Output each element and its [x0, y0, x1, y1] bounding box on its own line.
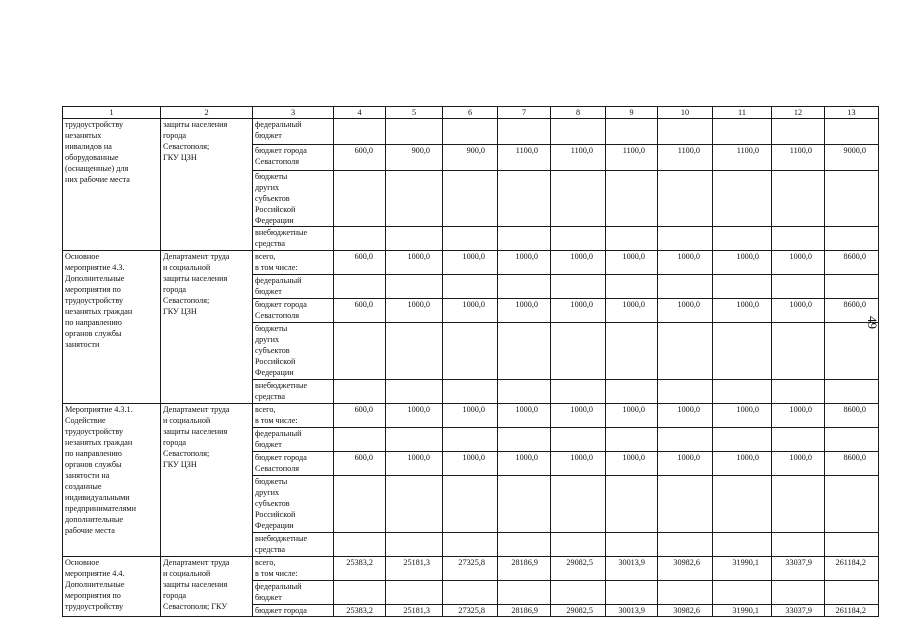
value-cell — [772, 533, 825, 557]
value-cell: 8600,0 — [825, 404, 879, 428]
value-cell — [334, 323, 386, 380]
value-cell — [825, 227, 879, 251]
funding-source-cell: федеральный бюджет — [253, 275, 334, 299]
value-cell: 1000,0 — [498, 299, 551, 323]
value-cell — [551, 581, 606, 605]
value-cell: 1000,0 — [606, 404, 658, 428]
value-cell — [772, 428, 825, 452]
value-cell — [658, 323, 713, 380]
funding-source-cell: всего, в том числе: — [253, 404, 334, 428]
header-cell: 10 — [658, 107, 713, 119]
funding-source-cell: бюджет города Севастополя — [253, 452, 334, 476]
value-cell — [498, 171, 551, 227]
value-cell — [334, 533, 386, 557]
executor-cell: защиты населения города Севастополя; ГКУ ЦЗН — [161, 119, 253, 251]
funding-source-cell: внебюджетные средства — [253, 227, 334, 251]
value-cell — [772, 323, 825, 380]
value-cell — [606, 581, 658, 605]
value-cell — [386, 323, 443, 380]
value-cell — [498, 476, 551, 533]
value-cell — [825, 428, 879, 452]
value-cell — [825, 119, 879, 145]
value-cell: 33037,9 — [772, 605, 825, 617]
table-row — [63, 251, 879, 275]
value-cell — [443, 581, 498, 605]
value-cell — [606, 171, 658, 227]
value-cell: 1100,0 — [772, 145, 825, 171]
table-row — [63, 119, 879, 145]
value-cell: 1100,0 — [551, 145, 606, 171]
value-cell — [443, 227, 498, 251]
value-cell — [386, 171, 443, 227]
value-cell: 1000,0 — [606, 251, 658, 275]
value-cell: 900,0 — [386, 145, 443, 171]
value-cell: 25181,3 — [386, 557, 443, 581]
value-cell — [713, 428, 772, 452]
value-cell — [551, 533, 606, 557]
value-cell: 600,0 — [334, 452, 386, 476]
value-cell: 30013,9 — [606, 605, 658, 617]
header-cell: 3 — [253, 107, 334, 119]
funding-source-cell: бюджет города Севастополя — [253, 145, 334, 171]
value-cell: 1000,0 — [386, 404, 443, 428]
value-cell: 30013,9 — [606, 557, 658, 581]
value-cell — [334, 476, 386, 533]
value-cell: 1000,0 — [551, 404, 606, 428]
value-cell: 261184,2 — [825, 557, 879, 581]
executor-cell: Департамент труда и социальной защиты населения города Севастополя; ГКУ ЦЗН — [161, 251, 253, 404]
value-cell — [606, 380, 658, 404]
value-cell — [658, 581, 713, 605]
funding-source-cell: всего, в том числе: — [253, 557, 334, 581]
value-cell — [498, 581, 551, 605]
value-cell — [551, 428, 606, 452]
value-cell — [334, 227, 386, 251]
value-cell: 27325,8 — [443, 605, 498, 617]
value-cell — [825, 171, 879, 227]
value-cell: 1000,0 — [498, 452, 551, 476]
value-cell — [498, 428, 551, 452]
value-cell — [606, 323, 658, 380]
value-cell — [443, 380, 498, 404]
value-cell — [443, 323, 498, 380]
value-cell: 1000,0 — [443, 404, 498, 428]
value-cell — [713, 533, 772, 557]
value-cell — [551, 380, 606, 404]
value-cell: 28186,9 — [498, 557, 551, 581]
value-cell: 1000,0 — [551, 251, 606, 275]
executor-cell: Департамент труда и социальной защиты населения города Севастополя; ГКУ ЦЗН — [161, 404, 253, 557]
value-cell: 1000,0 — [606, 299, 658, 323]
value-cell — [334, 275, 386, 299]
value-cell — [334, 428, 386, 452]
value-cell — [658, 428, 713, 452]
value-cell — [443, 476, 498, 533]
funding-source-cell: бюджеты других субъектов Российской Федерации — [253, 476, 334, 533]
value-cell — [334, 380, 386, 404]
value-cell: 30982,6 — [658, 605, 713, 617]
value-cell: 1000,0 — [551, 452, 606, 476]
value-cell: 1000,0 — [658, 404, 713, 428]
value-cell — [825, 533, 879, 557]
value-cell — [825, 380, 879, 404]
funding-source-cell: бюджеты других субъектов Российской Федерации — [253, 323, 334, 380]
value-cell — [658, 227, 713, 251]
value-cell: 30982,6 — [658, 557, 713, 581]
table-row — [63, 404, 879, 428]
value-cell: 1100,0 — [606, 145, 658, 171]
value-cell — [498, 380, 551, 404]
value-cell — [772, 581, 825, 605]
header-cell: 7 — [498, 107, 551, 119]
value-cell — [334, 171, 386, 227]
value-cell: 1000,0 — [386, 251, 443, 275]
value-cell: 1000,0 — [713, 251, 772, 275]
value-cell — [825, 323, 879, 380]
value-cell: 1000,0 — [713, 299, 772, 323]
value-cell — [825, 275, 879, 299]
executor-cell: Департамент труда и социальной защиты населения города Севастополя; ГКУ — [161, 557, 253, 617]
value-cell: 1000,0 — [713, 404, 772, 428]
header-cell: 5 — [386, 107, 443, 119]
funding-source-cell: внебюджетные средства — [253, 533, 334, 557]
value-cell: 1000,0 — [443, 452, 498, 476]
value-cell — [772, 380, 825, 404]
value-cell — [498, 119, 551, 145]
value-cell — [386, 380, 443, 404]
value-cell: 600,0 — [334, 145, 386, 171]
page-number: 49 — [865, 316, 880, 329]
value-cell: 1000,0 — [498, 404, 551, 428]
value-cell — [551, 227, 606, 251]
funding-source-cell: бюджет города Севастополя — [253, 299, 334, 323]
value-cell: 27325,8 — [443, 557, 498, 581]
value-cell: 1000,0 — [713, 452, 772, 476]
value-cell: 31990,1 — [713, 605, 772, 617]
value-cell: 29082,5 — [551, 557, 606, 581]
value-cell — [443, 275, 498, 299]
value-cell: 8600,0 — [825, 452, 879, 476]
value-cell — [386, 119, 443, 145]
value-cell — [772, 476, 825, 533]
value-cell: 1100,0 — [658, 145, 713, 171]
funding-source-cell: внебюджетные средства — [253, 380, 334, 404]
value-cell — [443, 533, 498, 557]
value-cell: 8600,0 — [825, 251, 879, 275]
value-cell: 1000,0 — [772, 299, 825, 323]
value-cell — [551, 476, 606, 533]
value-cell: 1100,0 — [498, 145, 551, 171]
value-cell: 1000,0 — [658, 452, 713, 476]
value-cell — [713, 227, 772, 251]
header-cell: 13 — [825, 107, 879, 119]
value-cell — [606, 533, 658, 557]
value-cell: 600,0 — [334, 299, 386, 323]
value-cell — [606, 119, 658, 145]
value-cell — [498, 275, 551, 299]
value-cell — [334, 581, 386, 605]
funding-table — [62, 106, 879, 617]
value-cell: 1000,0 — [772, 452, 825, 476]
value-cell — [606, 428, 658, 452]
value-cell: 25383,2 — [334, 605, 386, 617]
value-cell — [772, 275, 825, 299]
funding-source-cell: федеральный бюджет — [253, 581, 334, 605]
value-cell — [443, 171, 498, 227]
value-cell — [551, 119, 606, 145]
value-cell — [606, 476, 658, 533]
value-cell: 600,0 — [334, 251, 386, 275]
header-cell: 11 — [713, 107, 772, 119]
value-cell: 261184,2 — [825, 605, 879, 617]
value-cell — [713, 323, 772, 380]
value-cell — [386, 428, 443, 452]
value-cell — [658, 275, 713, 299]
value-cell: 1000,0 — [443, 299, 498, 323]
value-cell — [551, 171, 606, 227]
value-cell — [334, 119, 386, 145]
funding-source-cell: федеральный бюджет — [253, 119, 334, 145]
header-cell: 4 — [334, 107, 386, 119]
header-cell: 6 — [443, 107, 498, 119]
value-cell — [825, 476, 879, 533]
value-cell — [498, 227, 551, 251]
value-cell — [606, 227, 658, 251]
value-cell: 9000,0 — [825, 145, 879, 171]
value-cell — [386, 533, 443, 557]
value-cell — [772, 171, 825, 227]
value-cell — [386, 227, 443, 251]
value-cell: 1000,0 — [658, 299, 713, 323]
header-cell: 9 — [606, 107, 658, 119]
value-cell — [713, 171, 772, 227]
activity-name-cell: Мероприятие 4.3.1. Содействие трудоустройству незанятых граждан по направлению органов службы занятости на созданные индивидуальными предпринимателями дополнительные рабочие места — [63, 404, 161, 557]
funding-source-cell: бюджеты других субъектов Российской Федерации — [253, 171, 334, 227]
value-cell: 25383,2 — [334, 557, 386, 581]
table-row — [63, 557, 879, 581]
value-cell — [772, 119, 825, 145]
value-cell — [713, 581, 772, 605]
value-cell — [825, 581, 879, 605]
value-cell — [498, 533, 551, 557]
value-cell: 1000,0 — [551, 299, 606, 323]
table-body — [63, 107, 879, 617]
value-cell: 8600,0 — [825, 299, 879, 323]
value-cell — [658, 380, 713, 404]
value-cell — [551, 275, 606, 299]
value-cell: 1000,0 — [606, 452, 658, 476]
activity-name-cell: Основное мероприятие 4.3. Дополнительные мероприятия по трудоустройству незанятых граждан по направлению органов службы занятости — [63, 251, 161, 404]
funding-source-cell: всего, в том числе: — [253, 251, 334, 275]
funding-source-cell: бюджет города — [253, 605, 334, 617]
value-cell — [443, 428, 498, 452]
value-cell: 1000,0 — [772, 251, 825, 275]
value-cell — [713, 476, 772, 533]
value-cell: 900,0 — [443, 145, 498, 171]
value-cell: 25181,3 — [386, 605, 443, 617]
value-cell: 1000,0 — [498, 251, 551, 275]
value-cell: 31990,1 — [713, 557, 772, 581]
header-row — [63, 107, 879, 119]
value-cell: 1000,0 — [658, 251, 713, 275]
activity-name-cell: трудоустройству незанятых инвалидов на оборудованные (оснащенные) для них рабочие места — [63, 119, 161, 251]
value-cell — [658, 533, 713, 557]
value-cell — [386, 275, 443, 299]
value-cell: 1000,0 — [386, 299, 443, 323]
header-cell: 1 — [63, 107, 161, 119]
header-cell: 8 — [551, 107, 606, 119]
value-cell — [772, 227, 825, 251]
value-cell: 1000,0 — [386, 452, 443, 476]
activity-name-cell: Основное мероприятие 4.4. Дополнительные мероприятия по трудоустройству — [63, 557, 161, 617]
value-cell — [498, 323, 551, 380]
value-cell: 33037,9 — [772, 557, 825, 581]
value-cell — [386, 581, 443, 605]
value-cell — [713, 275, 772, 299]
value-cell — [658, 119, 713, 145]
value-cell — [386, 476, 443, 533]
value-cell — [713, 119, 772, 145]
value-cell — [606, 275, 658, 299]
value-cell: 1000,0 — [443, 251, 498, 275]
value-cell — [658, 171, 713, 227]
value-cell: 600,0 — [334, 404, 386, 428]
header-cell: 2 — [161, 107, 253, 119]
value-cell — [551, 323, 606, 380]
value-cell: 1000,0 — [772, 404, 825, 428]
value-cell: 29082,5 — [551, 605, 606, 617]
value-cell: 1100,0 — [713, 145, 772, 171]
value-cell: 28186,9 — [498, 605, 551, 617]
value-cell — [713, 380, 772, 404]
value-cell — [443, 119, 498, 145]
funding-source-cell: федеральный бюджет — [253, 428, 334, 452]
value-cell — [658, 476, 713, 533]
header-cell: 12 — [772, 107, 825, 119]
